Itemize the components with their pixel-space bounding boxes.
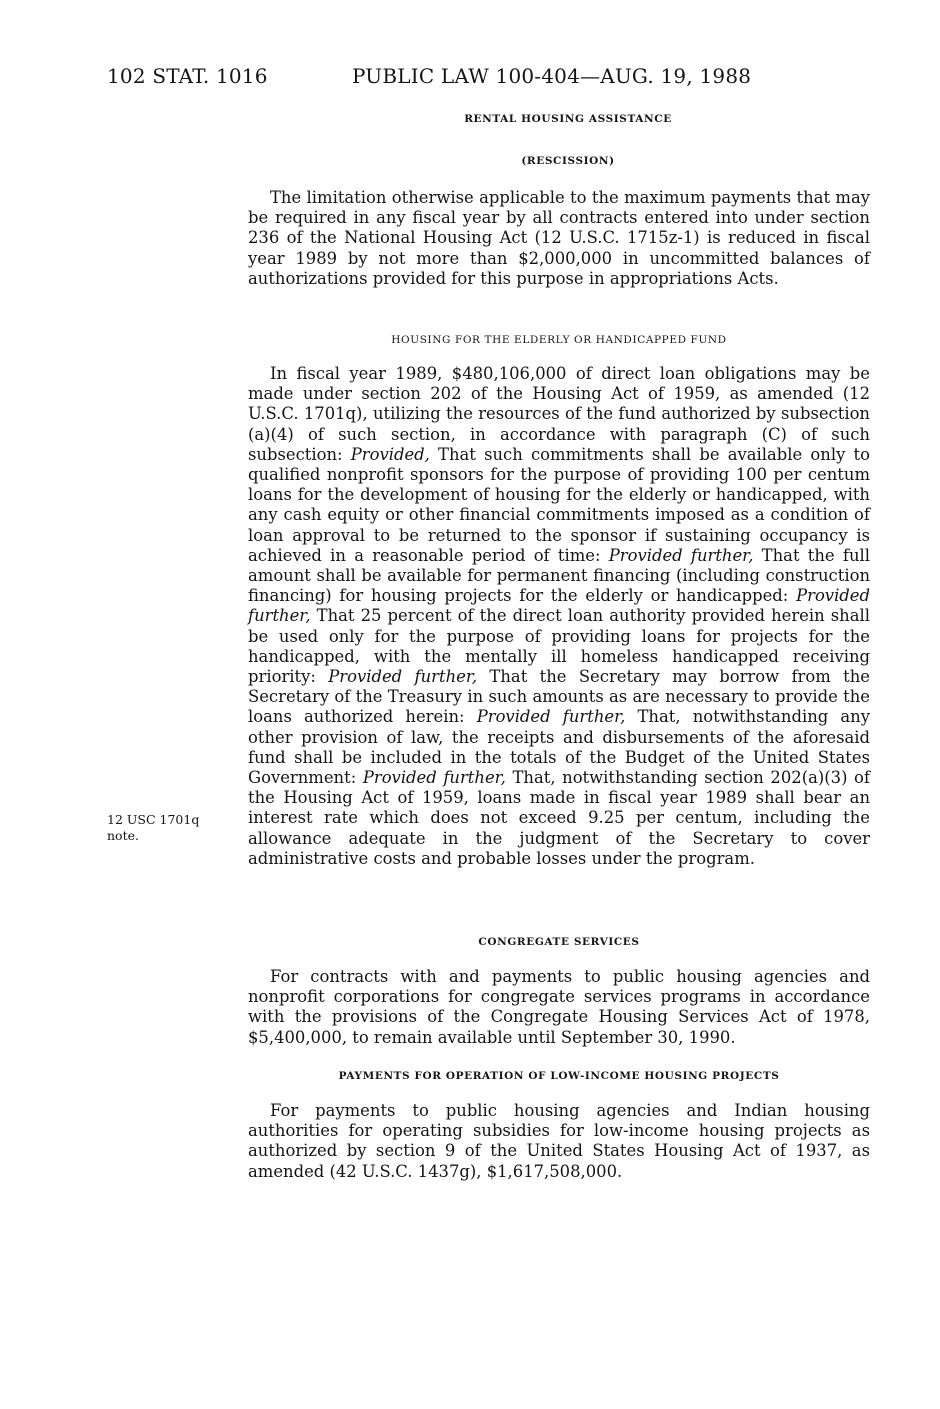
text-run-italic: Provided further, — [608, 545, 754, 565]
margin-note-citation: 12 USC 1701q — [107, 812, 200, 827]
text-run: In fiscal year 1989, $480,106,000 of direct loan obligations may be made under section 202 of the Housing Act of 1959, as amended (12 U.S.C. 1701q), utilizing the resources of the fund authorized by subsection (a)(4) of such section, in accordance with paragraph (C) of such subsection: — [248, 364, 870, 464]
section-body-wrap — [248, 364, 870, 869]
law-title: PUBLIC LAW 100-404—AUG. 19, 1988 — [352, 64, 752, 88]
text-run: That such commitments shall be available only to qualified nonprofit sponsors for the purpose of providing 100 per centum loans for the development of housing for the elderly or handicapped, with any cash equity or other financial commitments imposed as a condition of loan approval to be returned to the sponsor if sustaining occupancy is achieved in a reasonable period of time: — [248, 444, 870, 565]
stat-page-number: 102 STAT. 1016 — [107, 64, 268, 88]
text-run-italic: Provided further, — [476, 707, 626, 727]
section-body-wrap — [248, 188, 870, 289]
text-run: That the full amount shall be available for permanent financing (including construction financing) for housing projects for the elderly or handicapped: — [248, 545, 870, 606]
text-run: That the Secretary may borrow from the Secretary of the Treasury in such amounts as are necessary to provide the loans authorized herein: — [248, 667, 871, 727]
text-run-italic: Provided further, — [328, 667, 478, 687]
section-subheading-wrap — [248, 155, 870, 167]
section-subheading: (RESCISSION) — [521, 155, 615, 167]
text-run-italic: Provided, — [350, 444, 430, 464]
text-run: That 25 percent of the direct loan authority provided herein shall be used only for the purpose of providing loans for projects for the handicapped, with the mentally ill homeless handicapped receiving priority: — [248, 606, 870, 687]
section-heading: PAYMENTS FOR OPERATION OF LOW-INCOME HOUSING PROJECTS — [338, 1070, 780, 1082]
section-body-wrap — [248, 967, 870, 1048]
section-heading: HOUSING FOR THE ELDERLY OR HANDICAPPED FUND — [391, 334, 727, 346]
text-run-italic: Provided further, — [248, 586, 870, 626]
section-body: The limitation otherwise applicable to the maximum payments that may be required in any fiscal year by all contracts entered into under section 236 of the National Housing Act (12 U.S.C. 1715z-1) is reduced in fiscal year 1989 by not more than $2,000,000 in uncommitted balances of authorizations provided for this purpose in appropriations Acts. — [248, 188, 870, 288]
section-body — [248, 364, 870, 869]
text-run: That, notwithstanding section 202(a)(3) of the Housing Act of 1959, loans made in fiscal year 1989 shall bear an interest rate which does not exceed 9.25 per centum, including the allowance adequate in the judgment of the Secretary to cover administrative costs and probable losses under the program. — [248, 768, 870, 868]
section-body-wrap — [248, 1101, 870, 1182]
section-low-income-payments — [248, 1070, 870, 1082]
section-body: For payments to public housing agencies and Indian housing authorities for operating subsidies for low-income housing projects as authorized by section 9 of the United States Housing Act of 1937, as amended (42 U.S.C. 1437g), $1,617,508,000. — [248, 1101, 870, 1181]
text-run: That, notwithstanding any other provision of law, the receipts and disbursements of the aforesaid fund shall be included in the totals of the Budget of the United States Government: — [248, 707, 870, 788]
margin-note-label: note. — [107, 828, 139, 843]
section-elderly-fund — [248, 334, 870, 346]
section-heading: RENTAL HOUSING ASSISTANCE — [464, 113, 672, 125]
section-rental-housing — [248, 113, 870, 125]
section-heading: CONGREGATE SERVICES — [478, 936, 640, 948]
section-congregate-services — [248, 936, 870, 948]
margin-note — [107, 812, 227, 844]
section-body: For contracts with and payments to public housing agencies and nonprofit corporations for congregate services programs in accordance with the provisions of the Congregate Housing Services Act of 1978, $5,400,000, to remain available until September 30, 1990. — [248, 967, 870, 1047]
text-run-italic: Provided further, — [362, 768, 506, 788]
